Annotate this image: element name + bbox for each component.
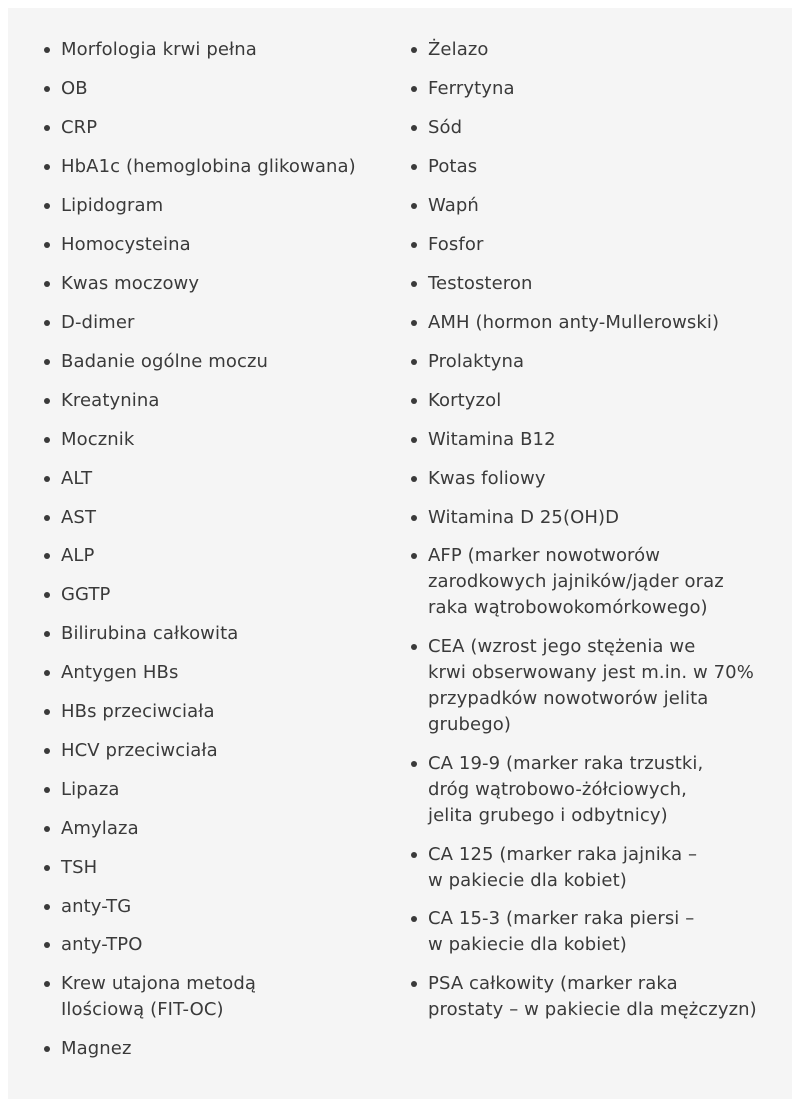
list-item-text: Wapń <box>428 195 479 216</box>
test-list-panel <box>8 8 792 1099</box>
list-item-text: Krew utajona metodą Ilościową (FIT-OC) <box>61 973 257 1020</box>
list-item-text: Kwas moczowy <box>61 273 200 294</box>
bullet-icon <box>44 281 50 287</box>
list-item-text: OB <box>61 78 88 99</box>
list-item <box>61 115 391 141</box>
list-item-text: Kwas foliowy <box>428 468 546 489</box>
bullet-icon <box>411 164 417 170</box>
bullet-icon <box>44 553 50 559</box>
bullet-icon <box>411 47 417 53</box>
list-item-text: Potas <box>428 156 478 177</box>
bullet-icon <box>44 359 50 365</box>
bullet-icon <box>44 904 50 910</box>
list-item-text: PSA całkowity (marker raka prostaty – w pakiecie dla mężczyzn) <box>428 973 757 1020</box>
list-item <box>61 699 391 725</box>
list-item-text: Kreatynina <box>61 390 160 411</box>
list-item <box>428 349 788 375</box>
list-item-text: Antygen HBs <box>61 662 179 683</box>
list-item-text: HCV przeciwciała <box>61 740 218 761</box>
bullet-icon <box>44 670 50 676</box>
bullet-icon <box>411 242 417 248</box>
bullet-icon <box>44 203 50 209</box>
list-item-text: AST <box>61 507 97 528</box>
bullet-icon <box>44 242 50 248</box>
bullet-icon <box>44 709 50 715</box>
list-item <box>61 621 391 647</box>
list-item-text: HBs przeciwciała <box>61 701 215 722</box>
bullet-icon <box>44 515 50 521</box>
list-item <box>61 894 391 920</box>
list-item <box>428 751 788 829</box>
list-item <box>61 427 391 453</box>
list-item-text: Sód <box>428 117 463 138</box>
list-item-text: Badanie ogólne moczu <box>61 351 268 372</box>
list-item <box>61 76 391 102</box>
list-item <box>428 271 788 297</box>
list-item <box>61 310 391 336</box>
list-item <box>428 842 788 894</box>
bullet-icon <box>44 164 50 170</box>
bullet-icon <box>411 761 417 767</box>
list-item <box>61 271 391 297</box>
list-item <box>428 37 788 63</box>
list-item <box>61 232 391 258</box>
list-item <box>61 466 391 492</box>
bullet-icon <box>44 631 50 637</box>
bullet-icon <box>411 125 417 131</box>
list-item <box>61 543 391 569</box>
bullet-icon <box>44 47 50 53</box>
list-item <box>61 855 391 881</box>
bullet-icon <box>44 476 50 482</box>
list-item-text: CEA (wzrost jego stężenia we krwi obserwowany jest m.in. w 70% przypadków nowotworów jelita grubego) <box>428 636 754 735</box>
list-item-text: Homocysteina <box>61 234 191 255</box>
list-item <box>61 816 391 842</box>
bullet-icon <box>44 437 50 443</box>
list-item-text: CRP <box>61 117 98 138</box>
list-item <box>61 971 391 1023</box>
list-item-text: Ferrytyna <box>428 78 515 99</box>
bullet-icon <box>411 203 417 209</box>
bullet-icon <box>411 852 417 858</box>
bullet-icon <box>411 515 417 521</box>
list-item <box>428 543 788 621</box>
list-item-text: HbA1c (hemoglobina glikowana) <box>61 156 356 177</box>
list-item <box>428 76 788 102</box>
list-item <box>428 466 788 492</box>
list-item-text: anty-TG <box>61 896 132 917</box>
list-item <box>61 1036 391 1062</box>
list-item <box>61 582 391 608</box>
list-item-text: CA 19-9 (marker raka trzustki, dróg wątrobowo-żółciowych, jelita grubego i odbytnicy) <box>428 753 704 826</box>
list-item <box>428 971 788 1023</box>
list-item <box>61 193 391 219</box>
bullet-icon <box>44 86 50 92</box>
list-item-text: AFP (marker nowotworów zarodkowych jajników/jąder oraz raka wątrobowokomórkowego) <box>428 545 724 618</box>
list-item-text: GGTP <box>61 584 111 605</box>
list-item <box>428 154 788 180</box>
bullet-icon <box>44 320 50 326</box>
bullet-icon <box>44 592 50 598</box>
bullet-icon <box>411 476 417 482</box>
list-item <box>428 906 788 958</box>
list-item <box>61 660 391 686</box>
list-item-text: Amylaza <box>61 818 139 839</box>
bullet-icon <box>411 916 417 922</box>
bullet-icon <box>44 748 50 754</box>
list-item <box>61 738 391 764</box>
list-item-text: Żelazo <box>428 39 489 60</box>
bullet-icon <box>411 320 417 326</box>
list-item-text: Bilirubina całkowita <box>61 623 239 644</box>
list-item <box>428 193 788 219</box>
bullet-icon <box>411 981 417 987</box>
list-item-text: Mocznik <box>61 429 135 450</box>
list-item-text: D-dimer <box>61 312 135 333</box>
list-item-text: Prolaktyna <box>428 351 525 372</box>
list-item-text: Lipidogram <box>61 195 164 216</box>
list-item-text: AMH (hormon anty-Mullerowski) <box>428 312 720 333</box>
list-item <box>428 388 788 414</box>
bullet-icon <box>411 359 417 365</box>
list-item <box>61 932 391 958</box>
bullet-icon <box>44 865 50 871</box>
list-item <box>428 505 788 531</box>
bullet-icon <box>411 553 417 559</box>
list-item-text: Testosteron <box>428 273 533 294</box>
list-item-text: Kortyzol <box>428 390 502 411</box>
bullet-icon <box>411 281 417 287</box>
bullet-icon <box>411 398 417 404</box>
list-item-text: Morfologia krwi pełna <box>61 39 257 60</box>
list-item-text: Witamina D 25(OH)D <box>428 507 620 528</box>
list-item <box>61 505 391 531</box>
bullet-icon <box>44 981 50 987</box>
bullet-icon <box>44 942 50 948</box>
bullet-icon <box>44 787 50 793</box>
list-item <box>428 115 788 141</box>
list-item <box>428 310 788 336</box>
list-item-text: TSH <box>61 857 98 878</box>
list-item <box>428 427 788 453</box>
list-item <box>428 232 788 258</box>
bullet-icon <box>44 1046 50 1052</box>
bullet-icon <box>44 398 50 404</box>
list-item-text: CA 15-3 (marker raka piersi – w pakiecie dla kobiet) <box>428 908 695 955</box>
list-item <box>61 349 391 375</box>
list-item-text: CA 125 (marker raka jajnika – w pakiecie dla kobiet) <box>428 844 698 891</box>
list-item <box>428 634 788 738</box>
list-item-text: ALT <box>61 468 93 489</box>
bullet-icon <box>411 86 417 92</box>
list-item-text: Witamina B12 <box>428 429 556 450</box>
bullet-icon <box>411 644 417 650</box>
list-item-text: ALP <box>61 545 95 566</box>
list-item <box>61 777 391 803</box>
list-item <box>61 154 391 180</box>
list-item <box>61 388 391 414</box>
list-item-text: Fosfor <box>428 234 484 255</box>
list-item-text: anty-TPO <box>61 934 143 955</box>
bullet-icon <box>411 437 417 443</box>
list-item <box>61 37 391 63</box>
bullet-icon <box>44 826 50 832</box>
bullet-icon <box>44 125 50 131</box>
list-item-text: Magnez <box>61 1038 132 1059</box>
list-item-text: Lipaza <box>61 779 120 800</box>
